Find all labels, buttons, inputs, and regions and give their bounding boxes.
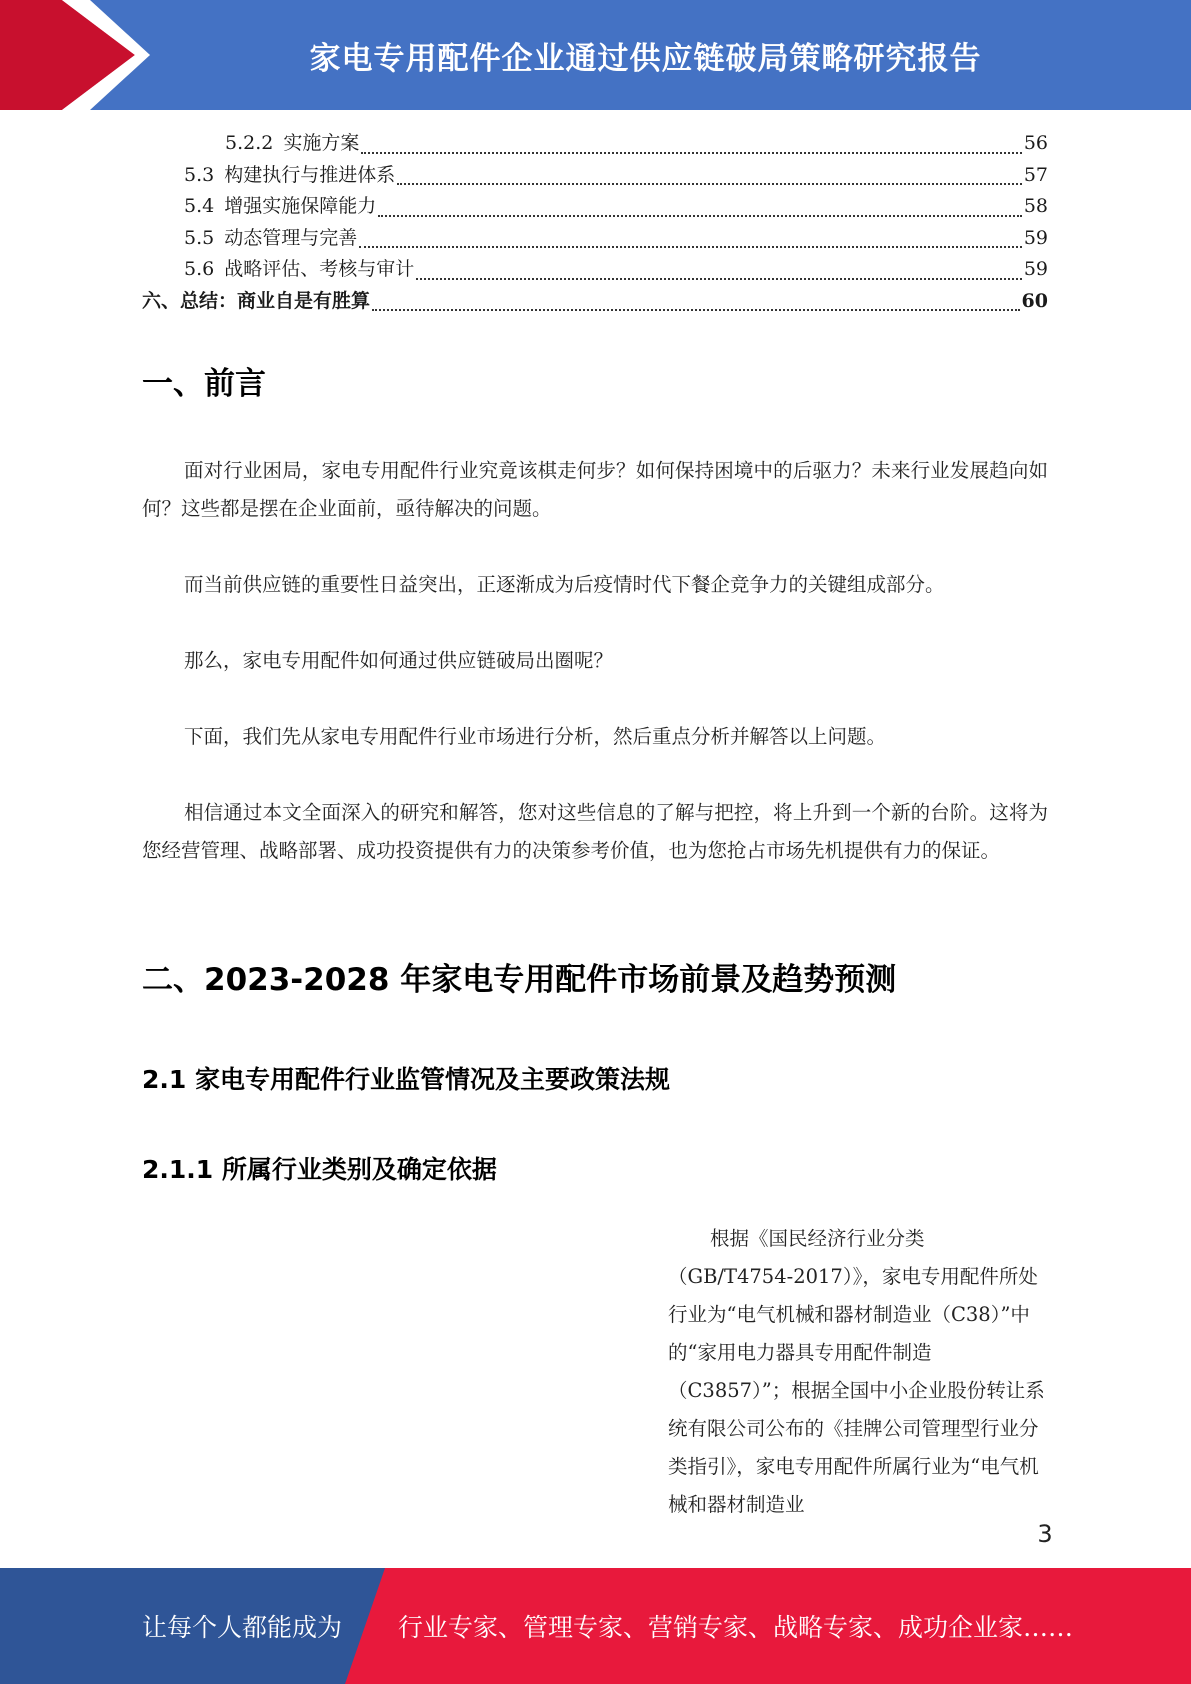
toc-number: 5.2.2 xyxy=(225,132,274,154)
section-heading: 一、前言 xyxy=(142,366,266,402)
body-paragraph: 那么，家电专用配件如何通过供应链破局出圈呢？ xyxy=(184,649,614,672)
page-number: 3 xyxy=(1037,1520,1053,1548)
toc-label: 动态管理与完善 xyxy=(224,226,358,249)
body-paragraph: 相信通过本文全面深入的研究和解答，您对这些信息的了解与把控，将上升到一个新的台阶。这将为您经营管理、战略部署、成功投资提供有力的决策参考价值，也为您抢占市场先机提供有力的保证。 xyxy=(142,801,1048,862)
toc-number: 5.4 xyxy=(184,195,215,217)
toc-page-number: 57 xyxy=(1023,163,1048,186)
subsection-heading: 2.1 家电专用配件行业监管情况及主要政策法规 xyxy=(142,1065,670,1094)
toc-page-number: 58 xyxy=(1023,195,1048,217)
toc-leader-dots xyxy=(361,152,1021,154)
footer-slogan-left: 让每个人都能成为 xyxy=(142,1613,343,1642)
toc-entry[interactable] xyxy=(142,160,1048,192)
toc-label: 六、总结：商业自是有胜算 xyxy=(142,289,371,312)
toc-page-number: 59 xyxy=(1023,226,1048,249)
toc-number: 5.6 xyxy=(184,258,215,280)
toc-leader-dots xyxy=(359,246,1022,248)
toc-label: 构建执行与推进体系 xyxy=(224,163,396,186)
footer-slogan-right: 行业专家、管理专家、营销专家、战略专家、成功企业家…… xyxy=(398,1613,1074,1642)
body-paragraph: 根据《国民经济行业分类（GB/T4754-2017）》，家电专用配件所处行业为“电气机械和器材制造业（C38）”中的“家用电力器具专用配件制造（C3857）”；根据全国中小企业股份转让系统有限公司公布的《挂牌公司管理型行业分类指引》，家电专用配件所属行业为“电气机械和器材制造业 xyxy=(668,1227,1045,1516)
body-paragraph: 面对行业困局，家电专用配件行业究竟该棋走何步？如何保持困境中的后驱力？未来行业发展趋向如何？这些都是摆在企业面前，亟待解决的问题。 xyxy=(142,459,1048,520)
section-heading: 二、2023-2028 年家电专用配件市场前景及趋势预测 xyxy=(142,962,897,998)
toc-entry[interactable] xyxy=(142,286,1048,318)
header-title: 家电专用配件企业通过供应链破局策略研究报告 xyxy=(309,40,982,77)
header-banner xyxy=(0,0,1191,110)
toc-page-number: 56 xyxy=(1023,132,1048,154)
toc-page-number: 60 xyxy=(1021,289,1048,312)
toc-number: 5.3 xyxy=(184,163,215,186)
toc-entry[interactable] xyxy=(142,191,1048,223)
footer-banner xyxy=(0,1568,1191,1684)
toc-label: 实施方案 xyxy=(283,132,360,154)
toc-leader-dots xyxy=(397,183,1022,185)
toc-leader-dots xyxy=(372,309,1020,311)
subsubsection-heading: 2.1.1 所属行业类别及确定依据 xyxy=(142,1155,497,1184)
table-of-contents xyxy=(142,128,1048,317)
toc-number: 5.5 xyxy=(184,226,215,249)
body-paragraph: 下面，我们先从家电专用配件行业市场进行分析，然后重点分析并解答以上问题。 xyxy=(184,725,887,748)
toc-leader-dots xyxy=(416,278,1022,280)
toc-label: 战略评估、考核与审计 xyxy=(224,258,415,280)
body-paragraph: 而当前供应链的重要性日益突出，正逐渐成为后疫情时代下餐企竞争力的关键组成部分。 xyxy=(184,573,945,596)
toc-entry[interactable] xyxy=(142,223,1048,255)
toc-entry[interactable] xyxy=(142,128,1048,160)
toc-label: 增强实施保障能力 xyxy=(224,195,377,217)
toc-leader-dots xyxy=(378,215,1022,217)
toc-page-number: 59 xyxy=(1023,258,1048,280)
toc-entry[interactable] xyxy=(142,254,1048,286)
